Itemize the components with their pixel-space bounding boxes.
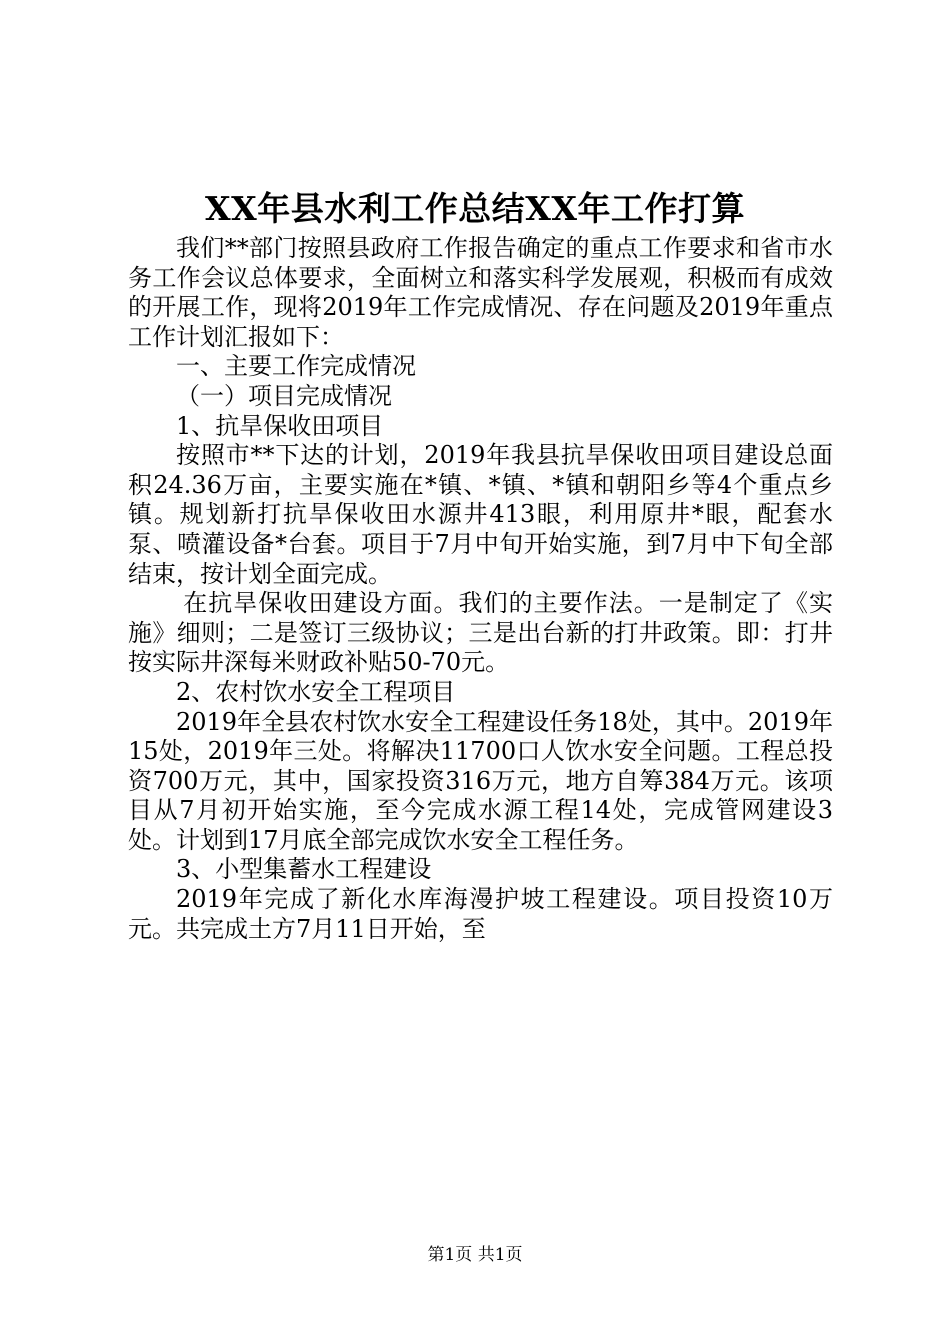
section-heading-main-work: 一、主要工作完成情况 [176,352,416,381]
item-heading-rural-water: 2、农村饮水安全工程项目 [176,677,456,706]
document-title: XX年县水利工作总结XX年工作打算 [205,189,745,228]
subsection-heading-projects: （一）项目完成情况 [176,381,392,410]
page-footer: 第1页 共1页 [427,1245,523,1265]
paragraph-drought-methods: 在抗旱保收田建设方面。我们的主要作法。一是制定了《实施》细则；二是签订三级协议；三是出台新的打井政策。即：打井按实际井深每米财政补贴50-70元。 [128,589,833,677]
paragraph-drought-fields: 按照市**下达的计划，2019年我县抗旱保收田项目建设总面积24.36万亩，主要实施在*镇、*镇、*镇和朝阳乡等4个重点乡镇。规划新打抗旱保收田水源井413眼，利用原井*眼，配套水泵、喷灌设备*台套。项目于7月中旬开始实施，到7月中下旬全部结束，按计划全面完成。 [128,441,833,588]
intro-paragraph: 我们**部门按照县政府工作报告确定的重点工作要求和省市水务工作会议总体要求，全面树立和落实科学发展观，积极而有成效的开展工作，现将2019年工作完成情况、存在问题及2019年重点工作计划汇报如下： [128,234,833,351]
paragraph-water-storage: 2019年完成了新化水库海漫护坡工程建设。项目投资10万元。共完成土方7月11日开始，至 [128,885,833,943]
item-heading-water-storage: 3、小型集蓄水工程建设 [176,855,432,884]
paragraph-rural-water: 2019年全县农村饮水安全工程建设任务18处，其中。2019年15处，2019年三处。将解决11700口人饮水安全问题。工程总投资700万元，其中，国家投资316万元，地方自筹384万元。该项目从7月初开始实施，至今完成水源工程14处，完成管网建设3处。计划到17月底全部完成饮水安全工程任务。 [128,707,833,854]
item-heading-drought-fields: 1、抗旱保收田项目 [176,411,384,440]
document-body [128,234,833,944]
